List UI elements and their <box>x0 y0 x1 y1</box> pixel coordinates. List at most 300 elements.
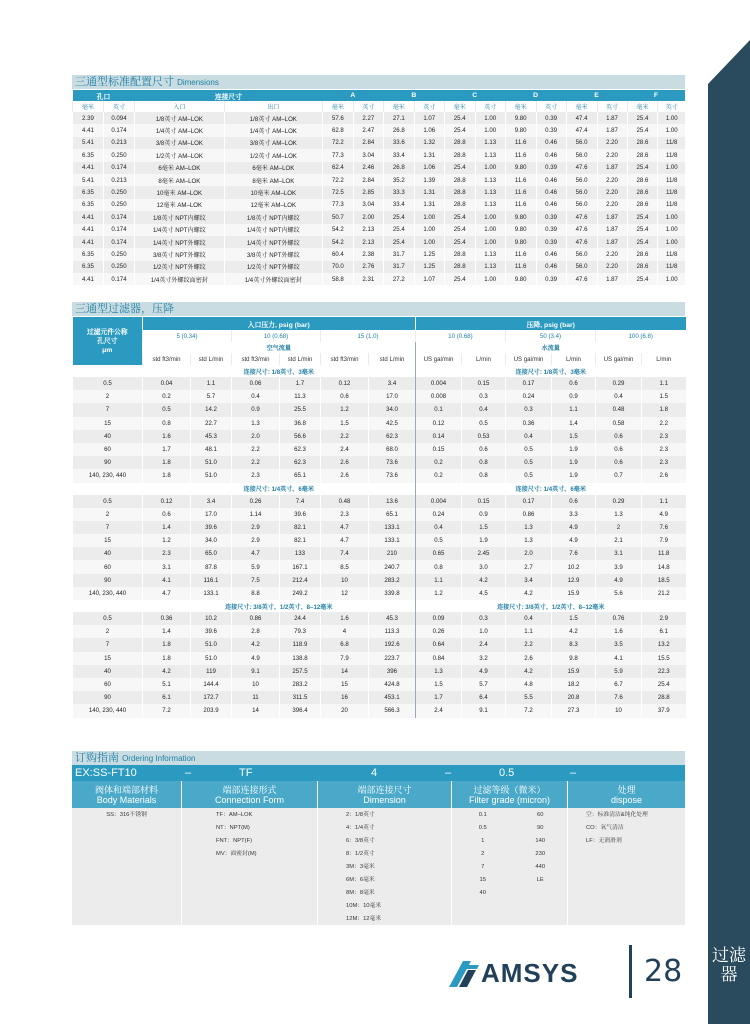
table-cell: 4.41 <box>73 162 104 174</box>
table-cell: 1.1 <box>506 625 552 638</box>
table-cell: 4.7 <box>321 534 369 547</box>
table-cell: 25.4 <box>627 236 658 248</box>
table-cell: 7.6 <box>642 521 686 534</box>
table-cell: 18.5 <box>642 574 686 587</box>
table-row <box>73 124 686 136</box>
order-code-example <box>72 765 685 781</box>
table-cell: 33.4 <box>383 199 414 211</box>
table-cell: 13.6 <box>369 495 416 508</box>
table-cell: 10 <box>596 704 642 717</box>
table-cell: 0.39 <box>536 224 566 236</box>
dimension-option: 3M：3毫米 <box>346 864 375 870</box>
table-cell: 2.2 <box>232 456 280 469</box>
table-cell: 2.3 <box>232 469 280 482</box>
table-row <box>73 443 686 456</box>
table-cell: 6.4 <box>462 691 506 704</box>
table-cell: 3.4 <box>369 377 416 390</box>
table-cell: 77.3 <box>322 149 353 161</box>
table-cell: 0.06 <box>232 377 280 390</box>
water-unit: US gal/min <box>506 353 552 365</box>
ordering-section <box>72 751 685 925</box>
table-cell: 5.9 <box>596 665 642 678</box>
table-cell: 118.9 <box>280 638 321 651</box>
water-pressure-value: 10 (0.68) <box>416 330 506 342</box>
table-cell: 1.00 <box>475 211 505 223</box>
table-cell: 72.5 <box>322 186 353 198</box>
table-cell: 15 <box>73 534 143 547</box>
table-cell: 4.2 <box>506 665 552 678</box>
connection-option: TF：AM–LOK <box>216 812 253 818</box>
table-cell: 28.6 <box>627 149 658 161</box>
table-cell: 2.1 <box>596 534 642 547</box>
table-cell: 1/4英寸外螺纹面密封 <box>134 273 224 285</box>
table-cell: 7.9 <box>321 652 369 665</box>
table-cell: 0.6 <box>596 430 642 443</box>
table-cell: 47.6 <box>566 211 597 223</box>
table-cell: 7.6 <box>552 547 596 560</box>
table-cell: 0.17 <box>506 495 552 508</box>
table-cell: 13.2 <box>642 638 686 651</box>
table-cell: 9.8 <box>552 652 596 665</box>
table-cell: 0.250 <box>103 199 134 211</box>
table-cell: 0.26 <box>232 495 280 508</box>
table-cell: 11.6 <box>505 137 536 149</box>
water-unit: L/min <box>642 353 686 365</box>
table-cell: 4.2 <box>232 638 280 651</box>
table-cell: 2.38 <box>353 248 383 260</box>
table-row <box>73 456 686 469</box>
table-cell: 0.64 <box>416 638 462 651</box>
table-cell: 0.6 <box>552 377 596 390</box>
table-cell: 9.1 <box>462 704 506 717</box>
table-cell: 2.3 <box>642 456 686 469</box>
table-cell: 0.48 <box>596 403 642 416</box>
table-row <box>73 625 686 638</box>
table-cell: 1.39 <box>414 174 444 186</box>
table-cell: 2.31 <box>353 273 383 285</box>
table-cell: 133.1 <box>369 534 416 547</box>
dimension-option: 10M：10毫米 <box>346 903 382 909</box>
table-row <box>73 162 686 174</box>
table-cell: 34.0 <box>369 403 416 416</box>
table-cell: 1.5 <box>642 390 686 403</box>
table-row <box>73 665 686 678</box>
table-cell: 0.5 <box>73 612 143 625</box>
table-cell: 1.7 <box>416 691 462 704</box>
table-cell: 11/8 <box>658 248 685 260</box>
table-cell: 28.8 <box>444 149 475 161</box>
table-cell: 0.39 <box>536 211 566 223</box>
table-cell: 50.7 <box>322 211 353 223</box>
table-cell: 1.31 <box>414 149 444 161</box>
table-cell: 4.7 <box>143 587 191 600</box>
caption-spacer <box>73 600 143 612</box>
table-cell: 25.4 <box>383 211 414 223</box>
table-cell: 22.3 <box>642 665 686 678</box>
table-cell: 33.3 <box>383 186 414 198</box>
table-cell: 0.094 <box>103 112 134 124</box>
table-cell: 28.6 <box>627 199 658 211</box>
table-cell: 12.9 <box>552 574 596 587</box>
dispose-options <box>568 808 685 925</box>
table-row <box>73 199 686 211</box>
order-code-part: TF <box>239 767 253 779</box>
water-pressure-value: 50 (3.4) <box>506 330 596 342</box>
table-cell: 1.87 <box>597 224 627 236</box>
table-cell: 57.6 <box>322 112 353 124</box>
table-cell: 0.174 <box>103 162 134 174</box>
table-cell: 10.2 <box>191 612 232 625</box>
table-cell: 1.00 <box>475 236 505 248</box>
table-cell: 5.41 <box>73 174 104 186</box>
table-cell: 140, 230, 440 <box>73 587 143 600</box>
table-cell: 0.004 <box>416 377 462 390</box>
table-cell: 87.8 <box>191 560 232 573</box>
subheader-cell: 毫米 <box>322 101 353 112</box>
table-cell: 2.20 <box>597 174 627 186</box>
table-cell: 11/8 <box>658 149 685 161</box>
table-cell: 2 <box>596 521 642 534</box>
table-cell: 65.1 <box>280 469 321 482</box>
table-cell: 1.3 <box>416 665 462 678</box>
air-pressure-value: 10 (0.68) <box>232 330 321 342</box>
table-cell: 2.00 <box>353 211 383 223</box>
table-row <box>73 430 686 443</box>
table-cell: 0.46 <box>536 174 566 186</box>
table-cell: 10毫米 AM–LOK <box>134 186 224 198</box>
table-row <box>73 508 686 521</box>
table-cell: 56.0 <box>566 248 597 260</box>
table-cell: 14 <box>232 704 280 717</box>
table-cell: 31.7 <box>383 248 414 260</box>
table-cell: 2.45 <box>462 547 506 560</box>
table-cell: 0.29 <box>596 495 642 508</box>
table-row <box>73 403 686 416</box>
table-cell: 11.6 <box>505 199 536 211</box>
table-cell: 0.5 <box>143 403 191 416</box>
brand-logo <box>449 958 578 989</box>
table-cell: 424.8 <box>369 678 416 691</box>
table-cell: 2.20 <box>597 248 627 260</box>
table-cell: 5.6 <box>596 587 642 600</box>
table-cell: 1.00 <box>658 211 685 223</box>
corner-label: 过滤元件公称 <box>86 328 128 336</box>
corner-header <box>73 317 143 365</box>
corner-label: 孔尺寸 <box>97 337 118 345</box>
table-cell: 58.8 <box>322 273 353 285</box>
table-cell: 47.4 <box>566 124 597 136</box>
table-cell: 16 <box>321 691 369 704</box>
flow-title-row <box>73 342 686 353</box>
table-cell: 2 <box>73 390 143 403</box>
header-cell: 连接尺寸 <box>134 90 322 101</box>
table-cell: 1/4英寸 AM–LOK <box>134 124 224 136</box>
table-cell: 1/2英寸 AM–LOK <box>224 149 322 161</box>
table-cell: 3.4 <box>191 495 232 508</box>
subheader-cell: 英寸 <box>103 101 134 112</box>
table-cell: 9.80 <box>505 273 536 285</box>
table-row <box>73 691 686 704</box>
table-cell: 28.6 <box>627 174 658 186</box>
order-code-part: – <box>445 767 452 779</box>
table-cell: 36.8 <box>280 417 321 430</box>
table-row <box>73 224 686 236</box>
table-cell: 249.2 <box>280 587 321 600</box>
table-cell: 28.8 <box>444 261 475 273</box>
table-cell: 0.2 <box>416 469 462 482</box>
table-cell: 1.87 <box>597 112 627 124</box>
table-cell: 28.8 <box>642 691 686 704</box>
table-cell: 0.14 <box>416 430 462 443</box>
table-cell: 20 <box>321 704 369 717</box>
table-cell: 8毫米 AM–LOK <box>134 174 224 186</box>
table-cell: 0.84 <box>416 652 462 665</box>
table-cell: 8.8 <box>232 587 280 600</box>
table-cell: 0.174 <box>103 124 134 136</box>
table-cell: 6.1 <box>143 691 191 704</box>
pressure-values-row <box>73 330 686 342</box>
header-cell: 孔口 <box>73 90 135 101</box>
table-cell: 65.1 <box>369 508 416 521</box>
table-cell: 25.4 <box>383 224 414 236</box>
table-cell: 3.5 <box>596 638 642 651</box>
table-cell: 0.15 <box>462 377 506 390</box>
table-cell: 1.00 <box>475 273 505 285</box>
table-cell: 6.8 <box>321 638 369 651</box>
table-cell: 2 <box>73 508 143 521</box>
table-cell: 6毫米 AM–LOK <box>224 162 322 174</box>
table-cell: 119 <box>191 665 232 678</box>
table-cell: 47.6 <box>566 236 597 248</box>
table-cell: 144.4 <box>191 678 232 691</box>
air-unit: std ft3/min <box>232 353 280 365</box>
table-cell: 1/8英寸 AM–LOK <box>134 112 224 124</box>
table-cell: 0.5 <box>506 469 552 482</box>
header-cell: B <box>383 90 444 101</box>
subheader-cell: 毫米 <box>566 101 597 112</box>
table-cell: 1.13 <box>475 199 505 211</box>
order-code-part: 4 <box>371 767 378 779</box>
subheader-cell: 入口 <box>134 101 224 112</box>
subheader-cell: 毫米 <box>383 101 414 112</box>
grade-option: 2 <box>481 851 485 857</box>
table-row <box>73 678 686 691</box>
table-cell: 0.9 <box>462 508 506 521</box>
table-cell: 1.00 <box>414 224 444 236</box>
table-cell: 3.1 <box>596 547 642 560</box>
table-cell: 0.86 <box>232 612 280 625</box>
table-cell: 1.00 <box>658 112 685 124</box>
subheader-cell: 毫米 <box>444 101 475 112</box>
table-cell: 0.2 <box>143 390 191 403</box>
table-cell: 1.3 <box>596 508 642 521</box>
table-row <box>73 652 686 665</box>
table-cell: 3/8英寸 AM–LOK <box>134 137 224 149</box>
pressure-drop-section-title: 三通型过滤器，压降 <box>72 302 685 316</box>
header-cell: A <box>322 90 383 101</box>
ordering-section-title: 订购指南 Ordering Information <box>72 751 685 765</box>
grade-options <box>452 808 568 925</box>
table-row <box>73 469 686 482</box>
table-cell: 90 <box>73 456 143 469</box>
table-cell: 0.15 <box>462 495 506 508</box>
table-cell: 25.4 <box>627 224 658 236</box>
table-cell: 4.9 <box>232 652 280 665</box>
table-cell: 62.3 <box>280 443 321 456</box>
table-cell: 1.13 <box>475 248 505 260</box>
table-cell: 1.6 <box>143 430 191 443</box>
page-number: 28 <box>644 954 683 989</box>
table-cell: 77.3 <box>322 199 353 211</box>
table-cell: 40 <box>73 547 143 560</box>
table-cell: 28.6 <box>627 137 658 149</box>
table-cell: 25.4 <box>383 236 414 248</box>
table-cell: 15 <box>73 417 143 430</box>
air-pressure-title: 入口压力, psig (bar) <box>143 317 416 330</box>
table-cell: 0.12 <box>143 495 191 508</box>
table-cell: 7 <box>73 403 143 416</box>
table-cell: 56.0 <box>566 186 597 198</box>
connection-options <box>182 808 318 925</box>
table-cell: 25.4 <box>642 678 686 691</box>
table-cell: 9.80 <box>505 236 536 248</box>
table-cell: 1.9 <box>552 456 596 469</box>
table-cell: 0.6 <box>596 443 642 456</box>
table-cell: 0.39 <box>536 124 566 136</box>
water-group-caption: 连接尺寸: 1/4英寸、6毫米 <box>416 483 686 495</box>
table-cell: 25.4 <box>444 112 475 124</box>
table-cell: 12毫米 AM–LOK <box>224 199 322 211</box>
table-cell: 6.35 <box>73 149 104 161</box>
table-cell: 1.2 <box>416 587 462 600</box>
table-cell: 73.6 <box>369 456 416 469</box>
table-row <box>73 186 686 198</box>
subheader-cell: 出口 <box>224 101 322 112</box>
table-cell: 2.27 <box>353 112 383 124</box>
table-cell: 79.3 <box>280 625 321 638</box>
table-cell: 0.250 <box>103 248 134 260</box>
table-cell: 33.6 <box>383 137 414 149</box>
table-row <box>73 560 686 573</box>
water-unit: L/min <box>552 353 596 365</box>
table-cell: 0.008 <box>416 390 462 403</box>
subheader-cell: 毫米 <box>627 101 658 112</box>
table-cell: 1.1 <box>552 403 596 416</box>
table-cell: 0.174 <box>103 236 134 248</box>
table-cell: 51.0 <box>191 638 232 651</box>
subheader-cell: 英寸 <box>597 101 627 112</box>
table-cell: 0.8 <box>462 469 506 482</box>
dispose-option: CO：氧气清洁 <box>586 825 624 831</box>
table-cell: 7.2 <box>506 704 552 717</box>
table-cell: 1/4英寸 NPT内螺纹 <box>224 224 322 236</box>
table-cell: 56.0 <box>566 261 597 273</box>
table-cell: 14.8 <box>642 560 686 573</box>
table-cell: 2.20 <box>597 137 627 149</box>
table-cell: 1.25 <box>414 261 444 273</box>
air-unit: std ft3/min <box>143 353 191 365</box>
table-cell: 1.13 <box>475 261 505 273</box>
table-cell: 1.3 <box>506 521 552 534</box>
dimension-option: 8：1/2英寸 <box>346 851 375 857</box>
table-cell: 1.9 <box>462 534 506 547</box>
table-cell: 1.25 <box>414 248 444 260</box>
table-cell: 25.4 <box>444 162 475 174</box>
table-cell: 4.9 <box>552 534 596 547</box>
table-cell: 2.8 <box>232 625 280 638</box>
table-cell: 3.04 <box>353 199 383 211</box>
pressure-drop-table <box>72 317 686 718</box>
table-cell: 0.15 <box>416 443 462 456</box>
table-cell: 60 <box>73 443 143 456</box>
table-cell: 4.1 <box>596 652 642 665</box>
table-cell: 0.65 <box>416 547 462 560</box>
table-cell: 3.2 <box>462 652 506 665</box>
table-row <box>73 112 686 124</box>
water-flow-title: 水流量 <box>416 342 686 353</box>
table-cell: 2.9 <box>232 521 280 534</box>
table-cell: 22.7 <box>191 417 232 430</box>
table-cell: 11/8 <box>658 186 685 198</box>
side-label: 过滤器 <box>712 946 746 984</box>
table-row <box>73 137 686 149</box>
table-cell: 2.4 <box>462 638 506 651</box>
table-cell: 1/4英寸 NPT外螺纹 <box>134 236 224 248</box>
table-cell: 8.3 <box>552 638 596 651</box>
table-cell: 4.7 <box>321 521 369 534</box>
table-cell: 24.4 <box>280 612 321 625</box>
dimension-option: 2：1/8英寸 <box>346 812 375 818</box>
table-cell: 2.2 <box>232 443 280 456</box>
table-cell: 2.3 <box>642 430 686 443</box>
table-cell: 133.1 <box>369 521 416 534</box>
table-cell: 70.0 <box>322 261 353 273</box>
table-cell: 1.8 <box>143 469 191 482</box>
table-cell: 2.0 <box>506 547 552 560</box>
table-cell: 25.4 <box>627 273 658 285</box>
table-cell: 3.04 <box>353 149 383 161</box>
dispose-option: 空：标准清洁&纯化处理 <box>586 812 648 818</box>
header-cell: F <box>627 90 685 101</box>
brand-name: AMSYS <box>481 958 579 988</box>
table-cell: 6.35 <box>73 199 104 211</box>
table-cell: 1.0 <box>462 625 506 638</box>
table-cell: 0.9 <box>232 403 280 416</box>
table-cell: 3.1 <box>143 560 191 573</box>
table-cell: 1/8英寸 AM–LOK <box>224 112 322 124</box>
table-cell: 0.213 <box>103 137 134 149</box>
table-cell: 9.80 <box>505 162 536 174</box>
table-cell: 4.9 <box>462 665 506 678</box>
table-cell: 311.5 <box>280 691 321 704</box>
grade-options-b <box>513 809 567 925</box>
table-cell: 4.8 <box>506 678 552 691</box>
table-cell: 11.6 <box>505 149 536 161</box>
dispose-option: LF：无润滑剂 <box>586 838 622 844</box>
subheader-cell: 毫米 <box>505 101 536 112</box>
table-cell: 2.20 <box>597 261 627 273</box>
table-cell: 25.4 <box>444 273 475 285</box>
table-cell: 25.4 <box>627 162 658 174</box>
table-cell: 1/4英寸 NPT内螺纹 <box>134 224 224 236</box>
table-cell: 0.24 <box>506 390 552 403</box>
table-cell: 1.8 <box>143 652 191 665</box>
table-cell: 2.0 <box>232 430 280 443</box>
table-cell: 1.8 <box>143 456 191 469</box>
table-cell: 3/8英寸 NPT外螺纹 <box>224 248 322 260</box>
table-cell: 1.06 <box>414 162 444 174</box>
table-cell: 10 <box>321 574 369 587</box>
